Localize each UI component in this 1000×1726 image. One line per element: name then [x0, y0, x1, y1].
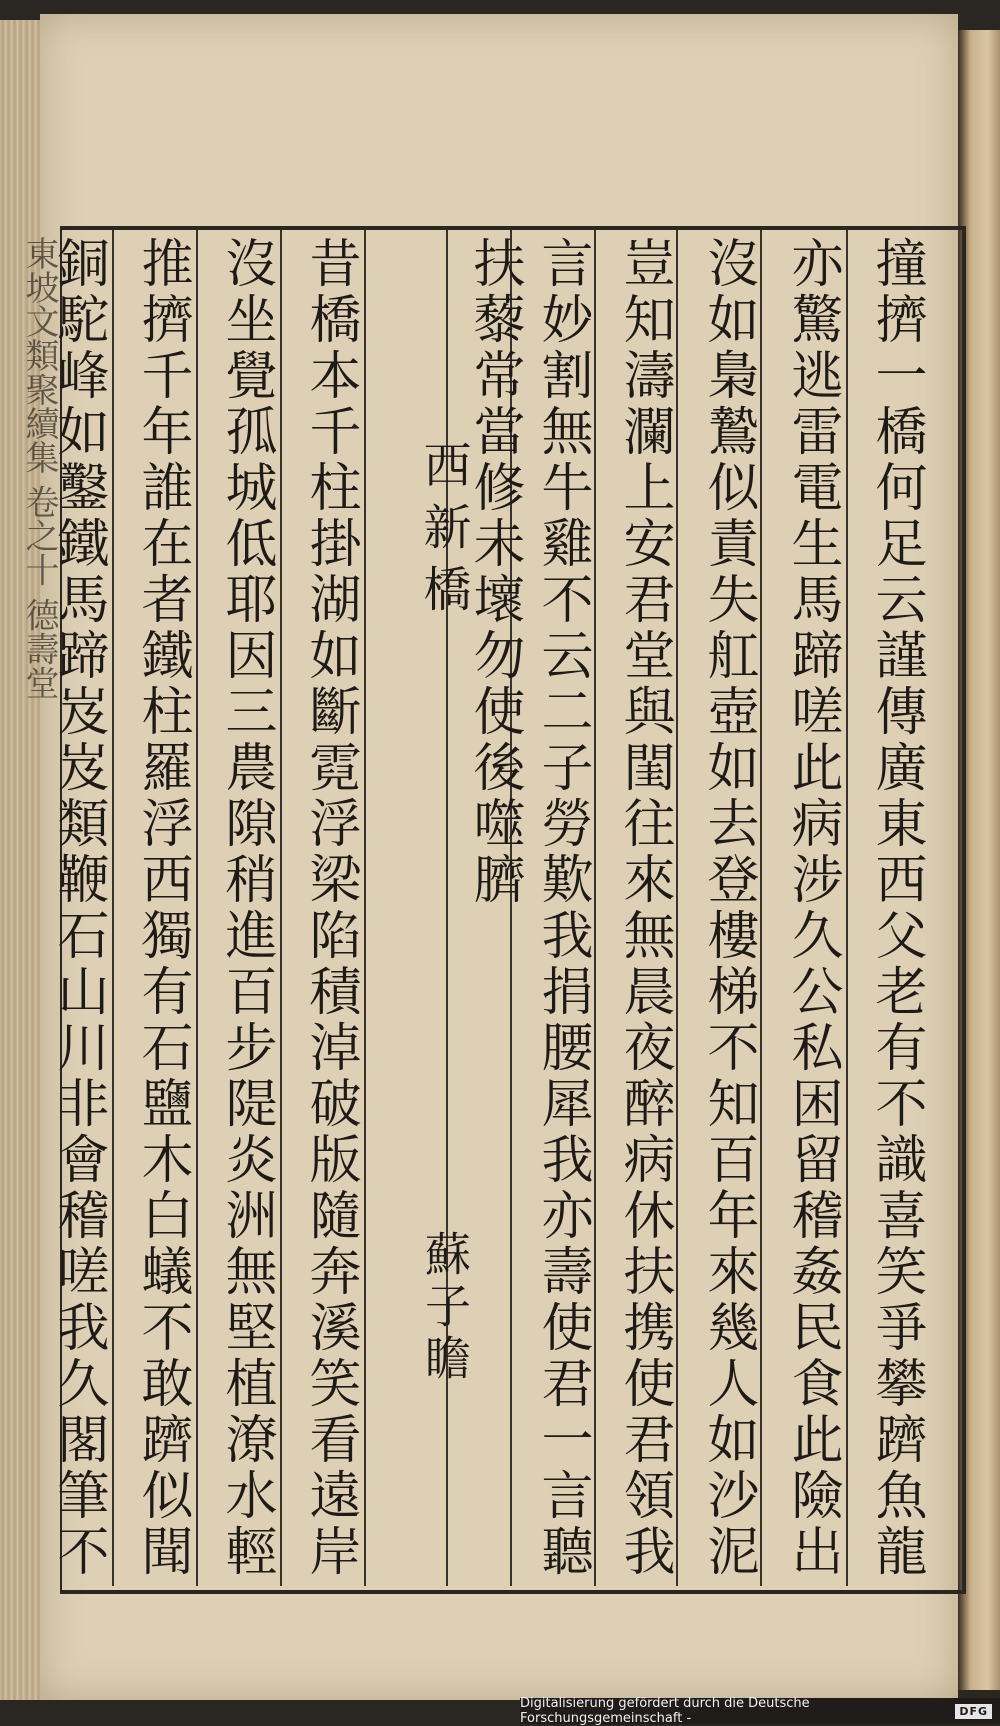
- text-column-8: 沒坐覺孤城低耶因三農隙稍進百步隄炎洲無堅植潦水輕: [216, 236, 276, 1580]
- text-column-2: 亦驚逃雷電生馬蹄嗟此病涉久公私困留稽姦民食此險出: [782, 236, 842, 1580]
- spine-margin-text: 東坡文類聚續集 卷之十 德壽堂: [19, 236, 59, 700]
- dfg-logo-icon: DFG: [955, 1704, 992, 1719]
- footer-text: Digitalisierung gefördert durch die Deutsche Forschungsgemeinschaft -: [520, 1696, 810, 1726]
- text-column-5: 言妙割無牛雞不云二子勞歎我捐腰犀我亦壽使君一言聽: [532, 236, 592, 1580]
- text-column-3: 沒如梟鷙似責失舡壺如去登樓梯不知百年來幾人如沙泥: [698, 236, 758, 1580]
- poem-author: 蘇子瞻: [418, 1230, 472, 1386]
- text-column-6: 扶藜常當修未壞勿使後噬臍: [464, 236, 524, 908]
- text-column-10: 銅駝峰如鑿鐵馬蹄岌岌類鞭石山川非會稽嗟我久閣筆不: [48, 236, 108, 1580]
- poem-title: 西新橋: [415, 440, 471, 626]
- text-column-9: 推擠千年誰在者鐵柱羅浮西獨有石鹽木白蟻不敢躋似聞: [132, 236, 192, 1580]
- digitization-footer: [520, 1698, 1000, 1724]
- text-column-1: 撞擠一橋何足云謹傳廣東西父老有不識喜笑爭攀躋魚龍: [866, 236, 926, 1580]
- text-column-4: 豈知濤瀾上安君堂與閨往來無晨夜醉病休扶携使君領我: [614, 236, 674, 1580]
- text-column-7: 昔橋本千柱掛湖如斷霓浮梁陷積淖破版隨奔溪笑看遠岸: [300, 236, 360, 1580]
